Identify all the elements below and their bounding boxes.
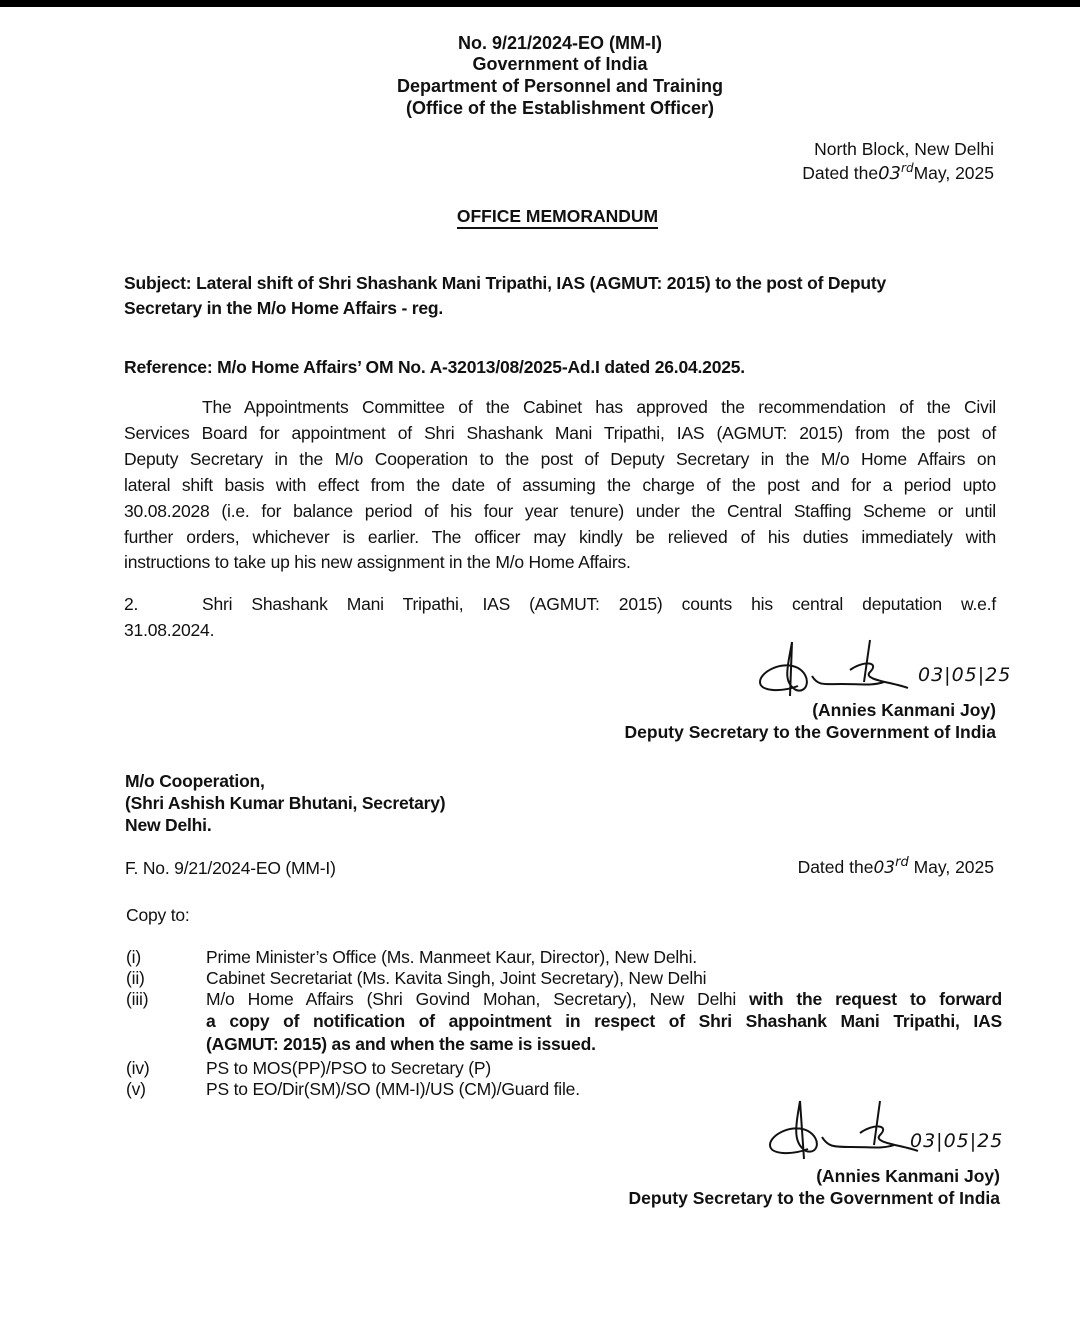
copy-to-item-text: Cabinet Secretariat (Ms. Kavita Singh, Joint Secretary), New Delhi — [206, 968, 707, 988]
copy-to-label: Copy to: — [126, 905, 190, 925]
paragraph-1-line: instructions to take up his new assignment in the M/o Home Affairs. — [124, 552, 631, 573]
copy-to-item-number: (iii) — [126, 989, 149, 1009]
copy-to-item-text-bold: with the request to forward — [749, 989, 1002, 1009]
dated-suffix: May, 2025 — [913, 856, 994, 877]
paragraph-1-line: further orders, whichever is earlier. The officer may kindly be relieved of his duties immediately with — [124, 526, 996, 547]
addressee — [125, 770, 445, 836]
paragraph-2-line-1: Shri Shashank Mani Tripathi, IAS (AGMUT: 2015) counts his central deputation w.e.f — [202, 594, 996, 614]
copy-to-item-text-plain: M/o Home Affairs (Shri Govind Mohan, Secretary), New Delhi — [206, 989, 737, 1009]
signature-1-designation: Deputy Secretary to the Government of India — [624, 722, 996, 742]
office-name: (Office of the Establishment Officer) — [405, 98, 715, 118]
dated-line — [802, 161, 994, 184]
signature-1-handwritten — [752, 636, 922, 700]
copy-to-item-number: (v) — [126, 1079, 146, 1099]
addressee-line: M/o Cooperation, — [125, 771, 265, 791]
copy-to-item-text: PS to EO/Dir(SM)/SO (MM-I)/US (CM)/Guard file. — [206, 1079, 580, 1099]
department-name: Department of Personnel and Training — [396, 76, 724, 96]
copy-to-item-text — [206, 989, 1002, 1056]
paragraph-2-line-2: 31.08.2024. — [124, 619, 215, 640]
dated-handwritten-suffix: rd — [901, 161, 914, 175]
addressee-line: (Shri Ashish Kumar Bhutani, Secretary) — [125, 793, 446, 813]
paragraph-1-line: Services Board for appointment of Shri Shashank Mani Tripathi, IAS (AGMUT: 2015) from the post of — [124, 422, 996, 443]
signature-2-handwritten — [762, 1097, 932, 1163]
dated-suffix: May, 2025 — [913, 162, 994, 183]
subject-line-1: Lateral shift of Shri Shashank Mani Tripathi, IAS (AGMUT: 2015) to the post of Deputy — [196, 273, 886, 293]
copy-to-item-number: (i) — [126, 947, 141, 967]
file-reference-dated — [798, 855, 994, 878]
signature-2-name: (Annies Kanmani Joy) — [816, 1166, 1000, 1186]
signature-2-designation: Deputy Secretary to the Government of India — [628, 1188, 1000, 1208]
copy-to-item-number: (iv) — [126, 1058, 150, 1078]
signature-1-date: 03|05|25 — [918, 664, 1012, 686]
signature-1-name: (Annies Kanmani Joy) — [812, 700, 996, 720]
dated-handwritten-day: 03 — [873, 857, 896, 878]
signature-2-date: 03|05|25 — [910, 1130, 1004, 1152]
paragraph-1-line: 30.08.2028 (i.e. for balance period of his four year tenure) under the Central Staffing Scheme or until — [124, 500, 996, 521]
subject-label: Subject: — [124, 273, 192, 293]
paragraph-2-number: 2. — [124, 594, 139, 614]
addressee-line: New Delhi. — [125, 815, 212, 835]
reference: Reference: M/o Home Affairs’ OM No. A-32013/08/2025-Ad.I dated 26.04.2025. — [124, 357, 745, 377]
memo-title — [0, 206, 1080, 227]
dated-handwritten-suffix: rd — [895, 855, 909, 870]
dated-prefix: Dated the — [797, 856, 874, 877]
government-name: Government of India — [472, 54, 648, 74]
paragraph-1-line: The Appointments Committee of the Cabinet has approved the recommendation of the Civil — [202, 397, 996, 417]
paragraph-1 — [124, 395, 996, 576]
top-border — [0, 0, 1080, 7]
dated-prefix: Dated the — [802, 162, 879, 183]
dated-handwritten-day: 03 — [878, 162, 902, 184]
paragraph-1-line: Deputy Secretary in the M/o Cooperation to the post of Deputy Secretary in the M/o Home Affairs on — [124, 448, 996, 469]
copy-to-item-text-bold-line: (AGMUT: 2015) as and when the same is issued. — [206, 1034, 596, 1054]
copy-to-item-text: Prime Minister’s Office (Ms. Manmeet Kaur, Director), New Delhi. — [206, 947, 697, 967]
file-number: No. 9/21/2024-EO (MM-I) — [457, 33, 663, 53]
copy-to-item-number: (ii) — [126, 968, 145, 988]
subject — [124, 271, 1004, 321]
copy-to-item-text-bold-line: a copy of notification of appointment in respect of Shri Shashank Mani Tripathi, IAS — [206, 1011, 1002, 1031]
copy-to-item-text: PS to MOS(PP)/PSO to Secretary (P) — [206, 1058, 491, 1078]
place: North Block, New Delhi — [814, 139, 994, 159]
subject-line-2: Secretary in the M/o Home Affairs - reg. — [124, 298, 444, 318]
paragraph-1-line: lateral shift basis with effect from the date of assuming the charge of the post and for a period upto — [124, 474, 996, 495]
file-reference-number: F. No. 9/21/2024-EO (MM-I) — [125, 858, 336, 878]
memo-title-text: OFFICE MEMORANDUM — [457, 206, 658, 229]
